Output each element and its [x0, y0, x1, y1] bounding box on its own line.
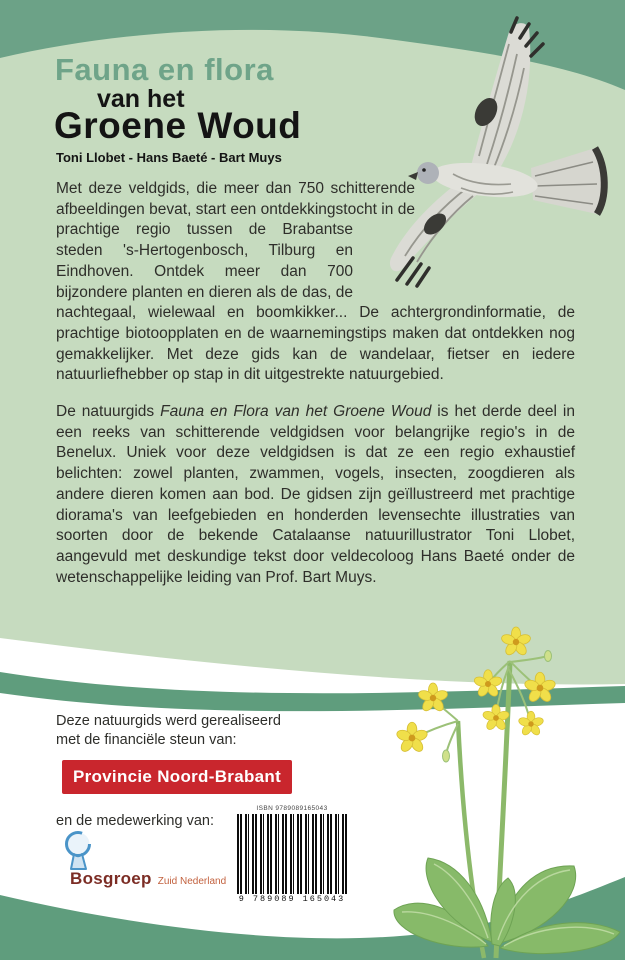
authors-line: Toni Llobet - Hans Baeté - Bart Muys: [56, 150, 282, 165]
series-subtitle: van het: [97, 85, 185, 113]
book-title: Groene Woud: [54, 105, 302, 146]
blurb-paragraph-2-rest: is het derde deel in een reeks van schitterende veldgidsen voor belangrijke regio's in de Benelux. Uniek voor deze veldgidsen is dat ze een regio exhaustief belichten: zowel planten, zwammen, vogels, insecten, zoogdieren als andere dieren komen aan bod. De gidsen zijn geïllustreerd met prachtige diorama's van leefgebieden en honderden levensechte illustraties van soorten door de bekende Catalaanse natuurillustrator Toni Llobet, aangevuld met deskundige tekst door veldecoloog Hans Baeté onder de wetenschappelijke leiding van Prof. Bart Muys.: [56, 403, 575, 586]
isbn-barcode: [233, 804, 351, 916]
isbn-label: ISBN 9789089165043: [256, 805, 328, 812]
bosgroep-logo-name: Bosgroep: [70, 869, 152, 888]
funding-note: [56, 712, 281, 750]
bosgroep-tree-icon: [57, 830, 99, 870]
funding-note-line2: met de financiële steun van:: [56, 732, 237, 748]
blurb-paragraph-2-lead: De natuurgids: [56, 403, 161, 420]
funding-note-line1: Deze natuurgids werd gerealiseerd: [56, 713, 281, 729]
series-name-italic: Fauna en Flora van het Groene Woud: [160, 403, 432, 420]
series-title: Fauna en flora: [55, 52, 274, 87]
cooperation-note: en de medewerking van:: [56, 813, 214, 829]
bird-wrap-spacer: [415, 179, 575, 221]
blurb-paragraph-2: [56, 402, 575, 588]
bosgroep-logo-region: Zuid Nederland: [157, 876, 227, 887]
provincie-noord-brabant-banner: [62, 760, 292, 794]
barcode-bars: [237, 814, 347, 894]
blurb-paragraph-1: [56, 179, 575, 386]
cowslip-illustration: [388, 626, 625, 960]
bosgroep-logo: [70, 869, 226, 889]
blurb-paragraph-1-text: Met deze veldgids, die meer dan 750 schitterende afbeeldingen bevat, start een ontdekkingstocht in de prachtige regio tussen de Brabantse steden 's-Hertogenbosch, Tilburg en Eindhoven. Ontdek meer dan 700 bijzondere planten en dieren als de das, de nachtegaal, wielewaal en boomkikker... De achtergrondinformatie, de prachtige biotoopplaten en de waarnemingstips maken dat ontdekken nog gemakkelijker. Met deze gids kan de wandelaar, fietser en iedere natuurliefhebber op stap in dit uitgestrekte natuurgebied.: [56, 180, 575, 384]
banner-label: Provincie Noord-Brabant: [72, 767, 282, 786]
barcode-digits: 9 789089 165043: [238, 894, 346, 904]
bird-wrap-spacer: [353, 221, 575, 285]
